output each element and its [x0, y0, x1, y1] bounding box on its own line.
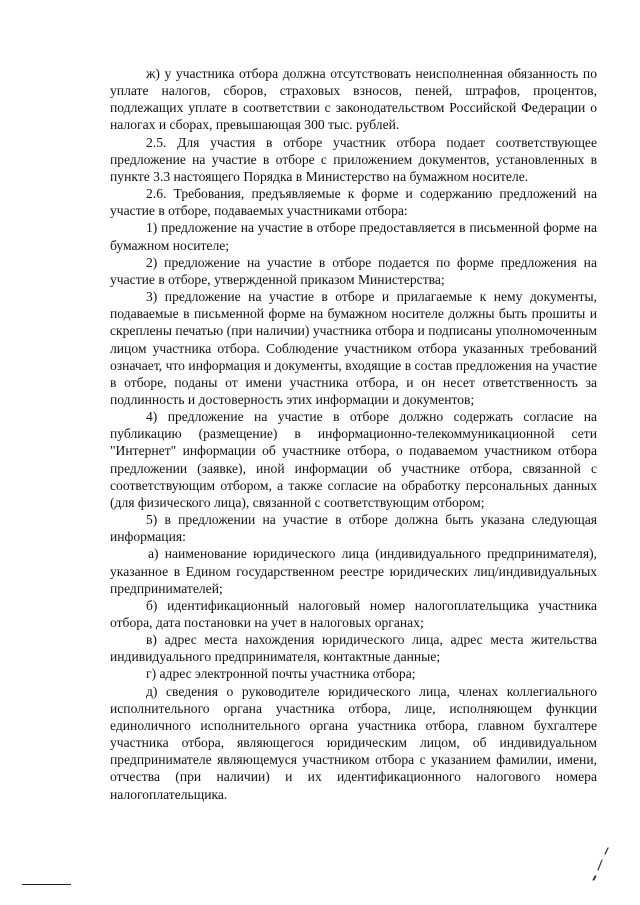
paragraph-2-5: 2.5. Для участия в отборе участник отбора подает соответствующее предложение на участие в отборе с приложением документов, установленных в пункте 3.3 настоящего Порядка в Министерство на бумажном носителе.: [110, 134, 597, 184]
paragraph-item-4: 4) предложение на участие в отборе должно содержать согласие на публикацию (размещение) в информационно-телекоммуникационной сети "Интернет" информации об участнике отбора, о подаваемом участником отбора предложении (заявке), иной информации об участнике отбора, связанной с соответствующим отбором, а также согласие на обработку персональных данных (для физического лица), связанной с соответствующим отбором;: [110, 409, 597, 510]
paragraph-item-2: 2) предложение на участие в отборе подается по форме предложения на участие в отборе, утвержденной приказом Министерства;: [110, 254, 597, 287]
paragraph-item-5-d: д) сведения о руководителе юридического лица, членах коллегиального исполнительного органа участника отбора, лице, исполняющем функции единоличного исполнительного органа участника отбора, главном бухгалтере участника отбора, являющегося юридическим лицом, об индивидуальном предпринимателе являющемуся участником отбора с указанием фамилии, имени, отчества (при наличии) и их идентификационного налогового номера налогоплательщика.: [110, 683, 597, 802]
footer-rule: [22, 884, 71, 885]
document-body: [110, 65, 597, 803]
paragraph-item-5-g: г) адрес электронной почты участника отбора;: [146, 666, 416, 682]
paragraph-item-5-v: в) адрес места нахождения юридического лица, адрес места жительства индивидуального предпринимателя, контактные данные;: [110, 632, 597, 665]
initials-mark-icon: [590, 846, 616, 886]
paragraph-item-1: 1) предложение на участие в отборе предоставляется в письменной форме на бумажном носителе;: [110, 220, 597, 253]
paragraph-item-5: 5) в предложении на участие в отборе должна быть указана следующая информация:: [110, 512, 597, 545]
paragraph-item-3: 3) предложение на участие в отборе и прилагаемые к нему документы, подаваемые в письменной форме на бумажном носителе должны быть прошиты и скреплены печатью (при наличии) участника отбора и подписаны уполномоченным лицом участника отбора. Соблюдение участником отбора указанных требований означает, что информация и документы, входящие в состав предложения на участие в отборе, поданы от имени участника отбора, и он несет ответственность за подлинность и достоверность этих информации и документов;: [110, 289, 597, 407]
paragraph-2-6: 2.6. Требования, предъявляемые к форме и содержанию предложений на участие в отборе, подаваемых участниками отбора:: [110, 186, 597, 219]
paragraph-item-5-a: а) наименование юридического лица (индивидуального предпринимателя), указанное в Едином государственном реестре юридических лиц/индивидуальных предпринимателей;: [110, 546, 597, 596]
paragraph-clause-zh: ж) у участника отбора должна отсутствовать неисполненная обязанность по уплате налогов, сборов, страховых взносов, пеней, штрафов, процентов, подлежащих уплате в соответствии с законодательством Российской Федерации о налогах и сборах, превышающая 300 тыс. рублей.: [110, 66, 597, 133]
paragraph-item-5-b: б) идентификационный налоговый номер налогоплательщика участника отбора, дата постановки на учет в налоговых органах;: [110, 597, 597, 630]
